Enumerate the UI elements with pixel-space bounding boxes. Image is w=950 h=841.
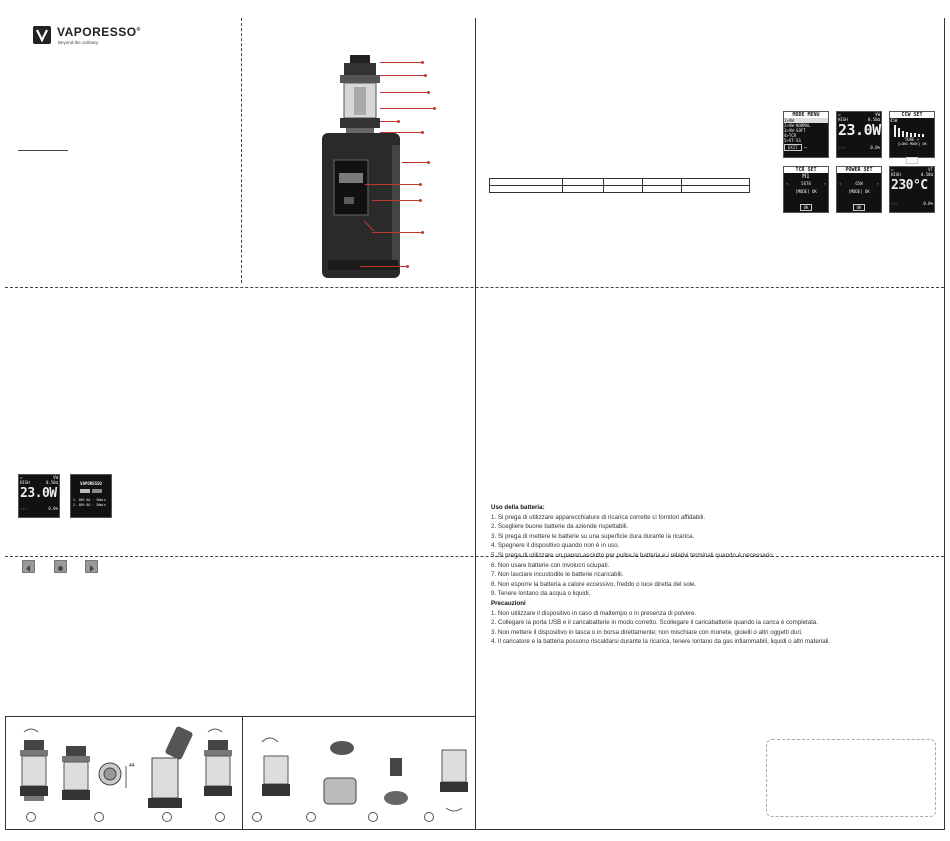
assembly-illustrations xyxy=(6,718,474,828)
resistance-label: 0.50Ω xyxy=(867,117,880,122)
chevron-right-icon: › xyxy=(876,181,879,186)
mode-label: VT xyxy=(928,167,933,172)
list-item: 1. Non utilizzare il dispositivo in caso di maltempo o in presenza di polvere. xyxy=(491,609,697,617)
stamp-box xyxy=(766,739,936,817)
leader-line-9 xyxy=(372,200,420,201)
screen-title: MODE MENU xyxy=(784,112,828,118)
screen-tcr-set xyxy=(783,166,829,213)
leader-line-6 xyxy=(380,132,422,133)
list-item: 8. Non esporre la batteria a calore eccessivo, freddo o luce diretta del sole. xyxy=(491,580,697,588)
splash-line: 1. 80% 6Ω · 30min xyxy=(73,498,106,502)
step-marker xyxy=(215,812,225,822)
center-divider xyxy=(475,18,476,830)
menu-line: 4>TCR xyxy=(784,133,797,138)
battery-heading: Uso della batteria: xyxy=(491,504,545,511)
leader-line-3 xyxy=(380,92,428,93)
mode-hint: [MODE] OK xyxy=(795,189,817,194)
power-level-label: HIGH xyxy=(20,480,30,485)
step-marker xyxy=(162,812,172,822)
leader-line-8 xyxy=(365,184,420,185)
leader-dot-9 xyxy=(419,199,422,202)
menu-line: 1>VW xyxy=(784,118,828,123)
bottom-edge xyxy=(5,829,944,830)
leader-dot-3 xyxy=(427,91,430,94)
list-item: 2. Scegliere buone batterie da aziende rispettabili. xyxy=(491,523,629,531)
ok-label: OK xyxy=(853,204,866,211)
mode-hint: [MODE] OK xyxy=(848,189,870,194)
puff-counter-icon: ◦◦◦ xyxy=(838,145,846,150)
leader-line-7 xyxy=(402,162,428,163)
battery-percent: 0.0% xyxy=(870,145,880,150)
battery-icon: ▭ xyxy=(20,475,23,480)
leader-dot-10 xyxy=(421,231,424,234)
leader-dot-7 xyxy=(427,161,430,164)
step-marker xyxy=(368,812,378,822)
power-value: 65W xyxy=(855,181,863,186)
screen-curve-set xyxy=(889,111,935,163)
resistance-label: 0.50Ω xyxy=(45,480,58,485)
list-item: 5. Si prega di utilizzare un panno asciutto per pulire la batteria e i relativi terminali quando è necessario. xyxy=(491,551,775,559)
leader-line-4 xyxy=(380,108,434,109)
precautions-heading: Precauzioni xyxy=(491,600,526,607)
list-item: 4. Spegnere il dispositivo quando non è in uso. xyxy=(491,542,620,550)
mode-label: VW xyxy=(875,112,880,117)
dimension-label: 44 xyxy=(129,763,135,769)
ok-label: OK xyxy=(906,157,919,164)
screen-splash xyxy=(70,474,112,518)
fold-line-horizontal-2 xyxy=(5,556,944,557)
left-button-icon xyxy=(22,560,35,573)
chevron-left-icon: ‹ xyxy=(839,181,842,186)
exit-label: EXIT xyxy=(784,144,802,151)
leader-line-5 xyxy=(380,121,398,122)
menu-line: 2>VW-NORMAL xyxy=(784,123,811,128)
list-item: 6. Non usare batterie con involucri sciupati. xyxy=(491,561,610,569)
battery-usage-section xyxy=(491,503,774,599)
screen-title: POWER SET xyxy=(837,167,881,173)
fold-line-horizontal-1 xyxy=(5,287,944,288)
leader-line-1 xyxy=(380,62,422,63)
puff-counter-icon: ◦◦◦ xyxy=(20,506,28,511)
list-item: 3. Si prega di mettere le batterie su una superficie dura durante la ricarica. xyxy=(491,532,695,540)
screen-title: CCW SET xyxy=(890,112,934,118)
list-item: 9. Tenere lontano da acqua o liquidi. xyxy=(491,590,591,598)
fold-line-vertical-top xyxy=(241,18,242,283)
puff-counter-icon: ◦◦◦ xyxy=(891,201,899,206)
wattage-value: 23.0W xyxy=(838,121,881,139)
table-row xyxy=(490,179,750,186)
leader-line-11 xyxy=(360,266,407,267)
leader-dot-4 xyxy=(433,107,436,110)
leader-dot-5 xyxy=(397,120,400,123)
battery-percent: 0.0% xyxy=(48,506,58,511)
battery-icon: ▭ xyxy=(838,112,841,117)
wattage-value: 23.0W xyxy=(20,486,57,501)
list-item: 2. Collegare la porta USB e il caricabatterie in modo corretto. Scollegare il caricabatterie quando la carica è completata. xyxy=(491,619,819,627)
battery-percent: 0.0% xyxy=(923,201,933,206)
right-button-icon xyxy=(85,560,98,573)
table-row xyxy=(490,186,750,193)
screen-title: TCR SET xyxy=(784,167,828,173)
step-marker xyxy=(306,812,316,822)
right-edge xyxy=(944,18,945,830)
step-marker xyxy=(252,812,262,822)
mode-label: VW xyxy=(53,475,58,480)
list-item: 7. Non lasciare incustodite le batterie ricaricabili. xyxy=(491,571,624,579)
resistance-label: 0.50Ω xyxy=(920,172,933,177)
leader-dot-2 xyxy=(424,74,427,77)
step-marker xyxy=(424,812,434,822)
screen-mode-menu xyxy=(783,111,829,158)
bottom-panel-top xyxy=(5,716,475,717)
ok-label: OK xyxy=(800,204,813,211)
splash-line: 2. 80% 6Ω · 30min xyxy=(73,503,106,507)
leader-dot-1 xyxy=(421,61,424,64)
battery-icon: ▭ xyxy=(891,167,894,172)
splash-brand: VAPORESSO xyxy=(80,481,102,486)
curve-label: TURE + xyxy=(904,137,920,142)
list-item: 1. Si prega di utilizzare apparecchiature di ricarica corrette ci fornitori affidabili. xyxy=(491,513,706,521)
step-marker xyxy=(94,812,104,822)
leader-dot-6 xyxy=(421,131,424,134)
brand-tagline: Beyond the ordinary xyxy=(58,40,99,45)
curve-label: [LONG MODE] OK xyxy=(897,142,927,146)
menu-line: 3>VW-SOFT xyxy=(784,128,806,133)
brand-logo-mark xyxy=(33,26,51,44)
menu-line: 5>VT-SS xyxy=(784,138,801,143)
leader-dot-11 xyxy=(406,265,409,268)
list-item: 3. Non mettere il dispositivo in tasca o in borsa direttamente; non mischiare con monete, gioielli o altri oggetti duri. xyxy=(491,628,803,636)
splash-bars xyxy=(71,489,111,493)
chevron-left-icon: ‹ xyxy=(786,181,789,186)
leader-line-2 xyxy=(380,75,425,76)
chevron-right-icon: › xyxy=(823,181,826,186)
brand-name: VAPORESSO® xyxy=(57,25,141,39)
fire-button-icon xyxy=(54,560,67,573)
curve-top-value: 45W xyxy=(890,118,898,123)
section-underline xyxy=(18,150,68,151)
spec-table xyxy=(489,178,750,193)
power-level-label: HIGH xyxy=(891,172,901,177)
screen-vw-small xyxy=(18,474,60,518)
step-marker xyxy=(26,812,36,822)
tcr-name: M1 xyxy=(802,173,810,180)
curve-graph xyxy=(892,123,932,137)
list-item: 4. Il caricatore e la batteria possono riscaldarsi durante la ricarica, tenere lontano da gas infiammabili, liquidi o altri materiali. xyxy=(491,638,831,646)
power-level-label: HIGH xyxy=(838,117,848,122)
precautions-section xyxy=(491,599,830,647)
tcr-value: 5678 xyxy=(801,181,811,186)
leader-dot-8 xyxy=(419,183,422,186)
screen-vw-main xyxy=(836,111,882,158)
screen-vt-main xyxy=(889,166,935,213)
leader-line-10 xyxy=(372,232,422,233)
back-arrow-icon: ↩ xyxy=(804,145,807,150)
screen-power-set xyxy=(836,166,882,213)
temperature-value: 230°C xyxy=(891,178,928,193)
